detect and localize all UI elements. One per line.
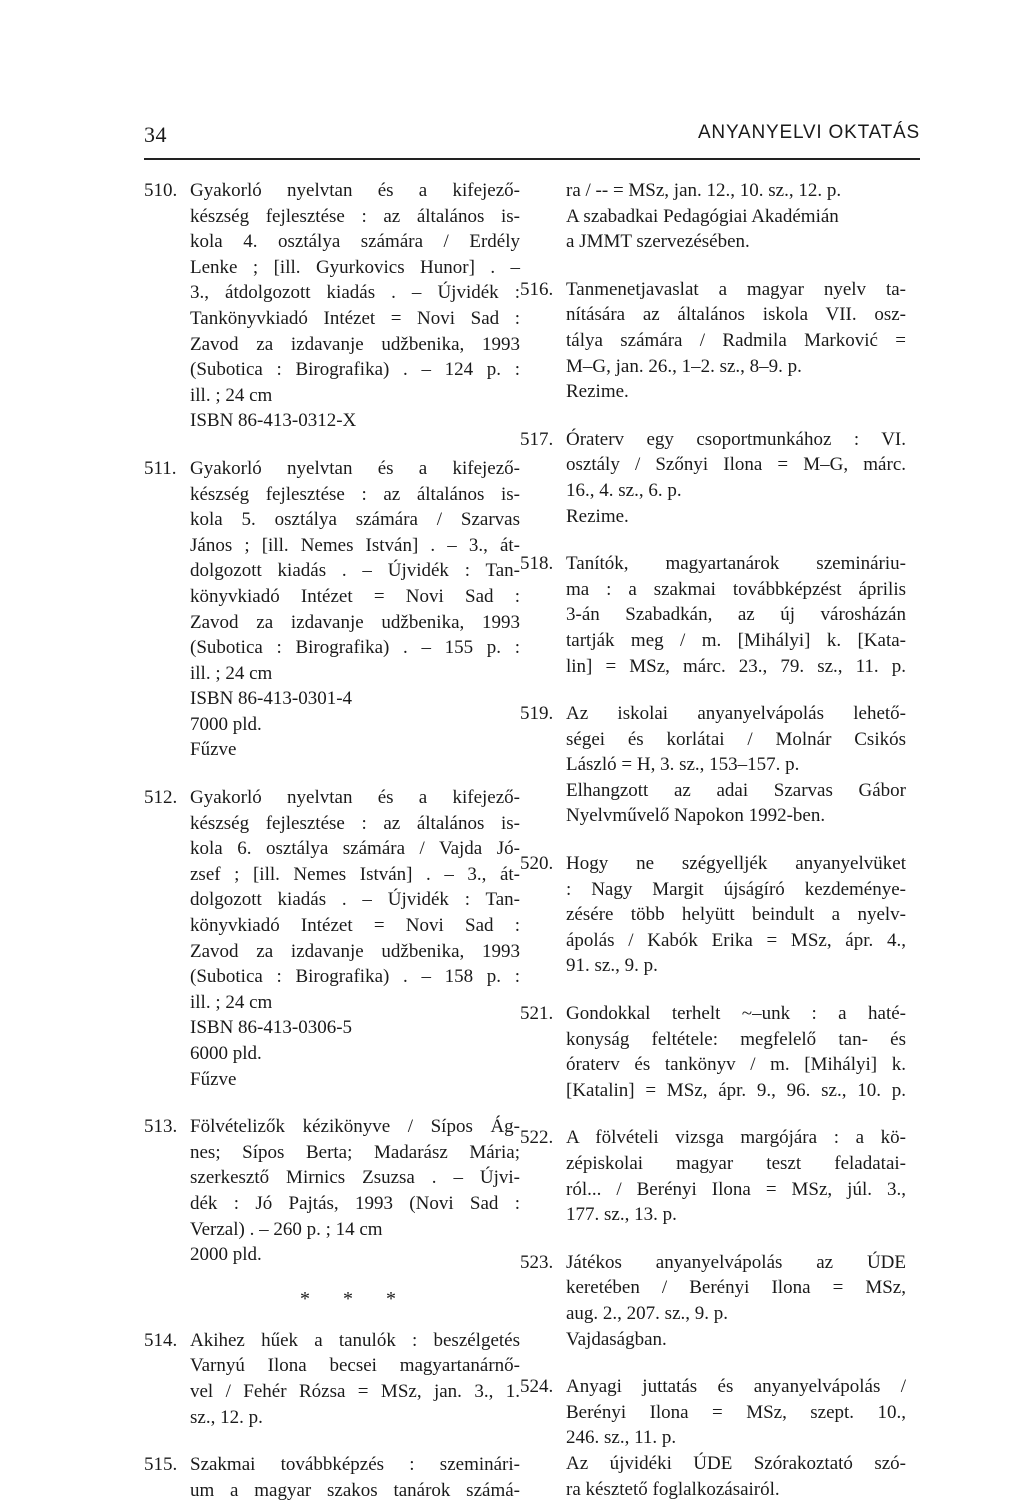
entry-line: lin] = MSz, márc. 23., 79. sz., 11. p.	[566, 655, 906, 677]
entry-line: kola 6. osztálya számára / Vajda Jó-	[190, 838, 520, 860]
entry-line: Tankönyvkiadó Intézet = Novi Sad :	[190, 307, 520, 329]
entry-line: vel / Fehér Rózsa = MSz, jan. 3., 1.	[190, 1380, 520, 1402]
bibliography-entry	[520, 1374, 920, 1502]
entry-line: : Nagy Margit újságíró kezdeménye-	[566, 878, 906, 900]
entry-line: A szabadkai Pedagógiai Akadémián	[566, 205, 839, 227]
entry-line: készség fejlesztése : az általános is-	[190, 812, 520, 834]
entry-number: 518.	[520, 553, 554, 575]
entry-line: Óraterv egy csoportmunkához : VI.	[566, 428, 906, 450]
page-number: 34	[144, 122, 167, 147]
entry-line: zésére több helyütt beindult a nyelv-	[566, 904, 906, 926]
entry-line: M–G, jan. 26., 1–2. sz., 8–9. p.	[566, 355, 802, 377]
entry-line: Berényi Ilona = MSz, szept. 10.,	[566, 1401, 906, 1423]
entry-line: 3-án Szabadkán, az új városházán	[566, 604, 906, 626]
entry-line: konyság feltétele: megfelelő tan- és	[566, 1028, 906, 1050]
entry-line: Gyakorló nyelvtan és a kifejező-	[190, 787, 520, 809]
entry-number: 512.	[144, 787, 178, 809]
bibliography-entry	[520, 551, 920, 679]
entry-line: A fölvételi vizsga margójára : a kö-	[566, 1127, 906, 1149]
entry-line: nes; Sípos Berta; Madarász Mária;	[190, 1141, 520, 1163]
entry-number: 521.	[520, 1003, 554, 1025]
entry-line: zépiskolai magyar teszt feladatai-	[566, 1153, 906, 1174]
entry-line: ISBN 86-413-0306-5	[190, 1017, 353, 1039]
entry-line: Zavod za izdavanje udžbenika, 1993	[190, 333, 520, 355]
entry-number: 516.	[520, 278, 554, 300]
entry-line: Zavod za izdavanje udžbenika, 1993	[190, 940, 520, 962]
entry-line: könyvkiadó Intézet = Novi Sad :	[190, 585, 520, 607]
entry-number: 514.	[144, 1329, 178, 1351]
bibliography-entry	[144, 178, 520, 434]
entry-line: tartják meg / m. [Mihályi] k. [Kata-	[566, 629, 906, 651]
section-separator: * * *	[300, 1287, 410, 1310]
bibliography-entry	[144, 785, 520, 1092]
entry-line: Anyagi juttatás és anyanyelvápolás /	[566, 1376, 906, 1398]
entry-line: dolgozott kiadás . – Újvidék : Tan-	[190, 560, 520, 582]
entry-line: ISBN 86-413-0312-X	[190, 410, 357, 432]
continuation-text	[520, 178, 920, 255]
bibliography-entry	[520, 427, 920, 529]
bibliography-entry	[144, 456, 520, 763]
entry-line: kola 4. osztálya számára / Erdély	[190, 231, 520, 253]
entry-line: könyvkiadó Intézet = Novi Sad :	[190, 915, 520, 937]
bibliography-entry	[520, 1250, 920, 1352]
entry-line: ápolás / Kabók Erika = MSz, ápr. 4.,	[566, 929, 906, 951]
bibliography-entry	[144, 1328, 520, 1430]
header-rule	[144, 158, 920, 160]
entry-line: ról... / Berényi Ilona = MSz, júl. 3.,	[566, 1178, 906, 1200]
entry-line: Hogy ne szégyelljék anyanyelvüket	[566, 853, 906, 875]
bibliography-entry	[520, 701, 920, 829]
entry-line: Gyakorló nyelvtan és a kifejező-	[190, 180, 520, 201]
entry-line: Verzal) . – 260 p. ; 14 cm	[190, 1218, 383, 1240]
entry-line: dék : Jó Pajtás, 1993 (Novi Sad :	[190, 1192, 520, 1214]
entry-line: Tanítók, magyartanárok szemináriu-	[566, 553, 906, 575]
entry-line: aug. 2., 207. sz., 9. p.	[566, 1302, 729, 1324]
entry-number: 515.	[144, 1454, 178, 1476]
entry-number: 510.	[144, 180, 178, 201]
entry-line: osztály / Szőnyi Ilona = M–G, márc.	[566, 454, 906, 476]
entry-line: dolgozott kiadás . – Újvidék : Tan-	[190, 889, 520, 911]
left-column	[144, 178, 520, 1503]
entry-line: Vajdaságban.	[566, 1328, 667, 1350]
entry-number: 511.	[144, 457, 177, 479]
entry-line: Zavod za izdavanje udžbenika, 1993	[190, 611, 520, 633]
entry-line: 177. sz., 13. p.	[566, 1204, 677, 1226]
entry-line: János ; [ill. Nemes István] . – 3., át-	[190, 534, 520, 556]
bibliography-entry	[520, 851, 920, 979]
entry-line: ra / -- = MSz, jan. 12., 10. sz., 12. p.	[566, 180, 842, 201]
entry-line: óraterv és tankönyv / m. [Mihályi] k.	[566, 1054, 906, 1076]
entry-line: (Subotica : Birografika) . – 155 p. :	[190, 637, 520, 659]
right-entries	[520, 277, 920, 1502]
entry-line: Gyakorló nyelvtan és a kifejező-	[190, 457, 520, 479]
entry-line: Fűzve	[190, 739, 237, 761]
entry-line: ségei és korlátai / Molnár Csikós	[566, 728, 906, 750]
entry-line: készség fejlesztése : az általános is-	[190, 205, 520, 227]
entry-line: (Subotica : Birografika) . – 124 p. :	[190, 359, 520, 381]
left-entries	[144, 178, 520, 1268]
entry-line: Akihez hűek a tanulók : beszélgetés	[190, 1329, 520, 1351]
entry-line: ra késztető foglalkozásairól.	[566, 1478, 780, 1500]
entry-line: [Katalin] = MSz, ápr. 9., 96. sz., 10. p.	[566, 1079, 906, 1101]
entry-line: Nyelvművelő Napokon 1992-ben.	[566, 805, 826, 827]
entry-line: nítására az általános iskola VII. osz-	[566, 304, 906, 326]
entry-line: Játékos anyanyelvápolás az ÚDE	[566, 1251, 906, 1273]
entry-line: Az iskolai anyanyelvápolás lehető-	[566, 703, 906, 725]
entry-number: 523.	[520, 1251, 554, 1273]
entry-line: 7000 pld.	[190, 713, 262, 735]
entry-line: Elhangzott az adai Szarvas Gábor	[566, 779, 906, 801]
entry-number: 519.	[520, 703, 554, 725]
entry-line: tálya számára / Radmila Marković =	[566, 329, 906, 351]
right-column	[520, 178, 920, 1502]
entry-line: 3., átdolgozott kiadás . – Újvidék :	[190, 282, 520, 304]
entry-number: 520.	[520, 853, 554, 875]
entry-number: 522.	[520, 1127, 554, 1149]
entry-line: Varnyú Ilona becsei magyartanárnő-	[190, 1355, 520, 1377]
entry-number: 517.	[520, 428, 554, 450]
entry-line: 16., 4. sz., 6. p.	[566, 479, 682, 501]
entry-line: (Subotica : Birografika) . – 158 p. :	[190, 966, 520, 988]
entry-line: Fűzve	[190, 1068, 237, 1090]
bibliography-entry	[520, 1001, 920, 1103]
entry-line: 2000 pld.	[190, 1244, 262, 1266]
entry-line: Szakmai továbbképzés : szeminári-	[190, 1454, 520, 1476]
entry-line: Rezime.	[566, 381, 629, 403]
entry-line: keretében / Berényi Ilona = MSz,	[566, 1277, 906, 1299]
entry-number: 524.	[520, 1376, 554, 1398]
entry-line: kola 5. osztálya számára / Szarvas	[190, 509, 520, 531]
entry-line: um a magyar szakos tanárok számá-	[190, 1479, 520, 1501]
entry-line: ill. ; 24 cm	[190, 662, 273, 684]
entry-number: 513.	[144, 1116, 178, 1138]
entry-line: ill. ; 24 cm	[190, 384, 273, 406]
entry-line: szerkesztő Mirnics Zsuzsa . – Újvi-	[190, 1167, 520, 1189]
entry-line: 91. sz., 9. p.	[566, 955, 658, 977]
entry-line: Tanmenetjavaslat a magyar nyelv ta-	[566, 278, 906, 300]
entry-line: Rezime.	[566, 505, 629, 527]
entry-line: Gondokkal terhelt ~–unk : a haté-	[566, 1003, 906, 1025]
entry-line: készség fejlesztése : az általános is-	[190, 483, 520, 505]
entry-line: Fölvételizők kézikönyve / Sípos Ág-	[190, 1116, 520, 1138]
bibliography-entry	[144, 1452, 520, 1503]
bibliography-entry	[144, 1114, 520, 1268]
entry-line: ill. ; 24 cm	[190, 991, 273, 1013]
left-entries-after	[144, 1328, 520, 1503]
entry-line: zsef ; [ill. Nemes István] . – 3., át-	[190, 863, 520, 885]
entry-line: ma : a szakmai továbbképzést április	[566, 578, 906, 600]
entry-line: sz., 12. p.	[190, 1406, 263, 1428]
entry-line: a JMMT szervezésében.	[566, 231, 750, 253]
bibliography-entry	[520, 277, 920, 405]
entry-line: 246. sz., 11. p.	[566, 1427, 677, 1449]
entry-line: László = H, 3. sz., 153–157. p.	[566, 754, 800, 776]
entry-line: Lenke ; [ill. Gyurkovics Hunor] . –	[190, 256, 520, 278]
entry-line: 6000 pld.	[190, 1043, 262, 1064]
running-head: ANYANYELVI OKTATÁS	[697, 122, 920, 143]
entry-line: Az újvidéki ÚDE Szórakoztató szó-	[566, 1452, 906, 1474]
bibliography-entry	[520, 1125, 920, 1227]
entry-line: ISBN 86-413-0301-4	[190, 688, 353, 710]
